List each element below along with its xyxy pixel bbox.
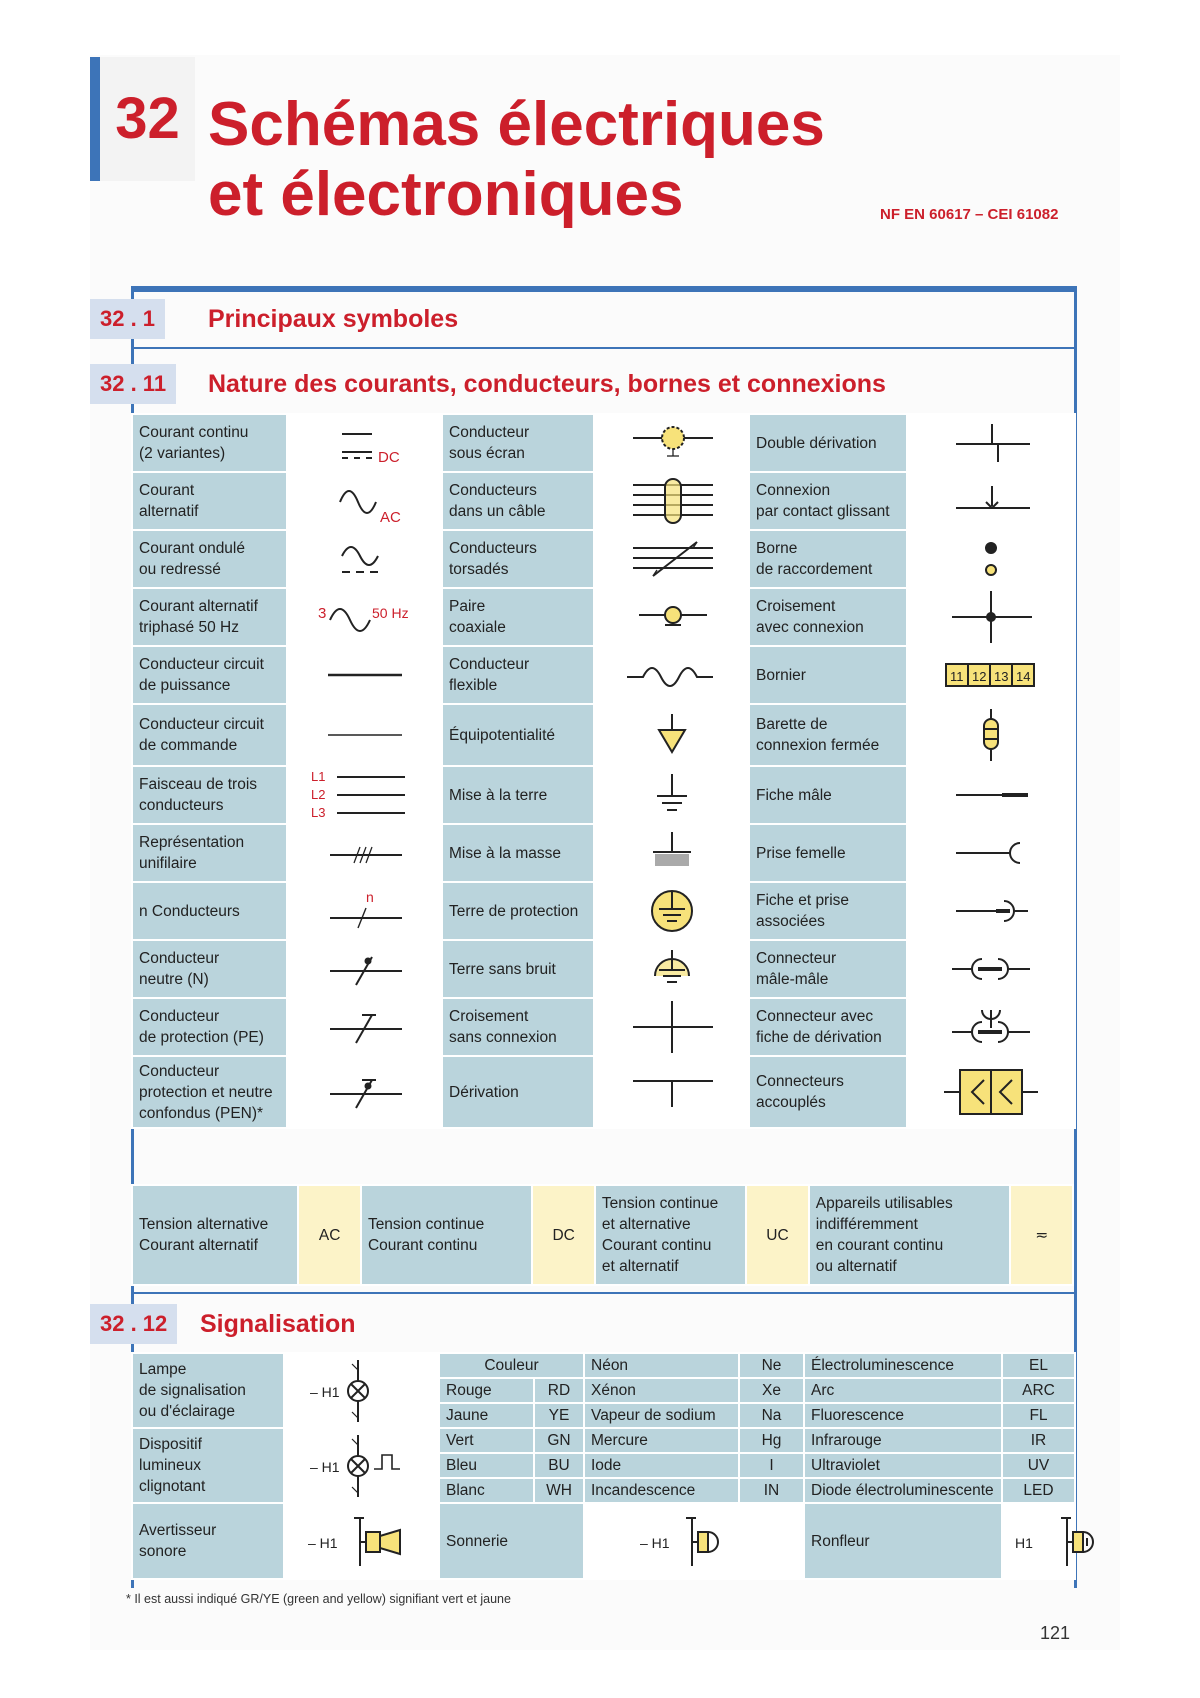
svg-text:14: 14 [1016, 669, 1031, 684]
earth-symbol [594, 766, 749, 824]
section-title: Signalisation [200, 1310, 356, 1338]
symbol-label: Conducteur de protection (PE) [132, 998, 287, 1056]
symbol-label: Courant alternatif [132, 472, 287, 530]
symbol-label: Conducteur neutre (N) [132, 940, 287, 998]
current-type-key: UC [746, 1185, 809, 1285]
section-number: 32 . 11 [90, 364, 176, 404]
sliding-contact-symbol [907, 472, 1075, 530]
terminal-strip-symbol [907, 646, 1075, 704]
coupled-symbol [907, 1056, 1075, 1128]
equipotential-symbol [594, 704, 749, 766]
lamp-type-name: Diode électroluminescente [804, 1478, 1002, 1503]
lamp-type-code: Xe [739, 1378, 804, 1403]
svg-text:12: 12 [972, 669, 987, 684]
lamp-type-code: IN [739, 1478, 804, 1503]
noiseless-earth-symbol [594, 940, 749, 998]
ac-symbol [287, 472, 442, 530]
plug-socket-symbol [907, 882, 1075, 940]
symbol-label: Fiche mâle [749, 766, 907, 824]
coaxial-symbol [594, 588, 749, 646]
lamp-type-code: Ne [739, 1353, 804, 1378]
branch-connector-symbol [907, 998, 1075, 1056]
symbol-label: Connecteur avec fiche de dérivation [749, 998, 907, 1056]
colour-code: RD [534, 1378, 584, 1403]
lamp-label: Lampe de signalisation ou d'éclairage [132, 1353, 284, 1428]
shielded-symbol [594, 414, 749, 472]
symbol-label: Croisement avec connexion [749, 588, 907, 646]
svg-text:13: 13 [994, 669, 1009, 684]
svg-text:L3: L3 [310, 805, 325, 820]
chapter-title-line1: Schémas électriques [208, 90, 825, 159]
lamp-type-name: Fluorescence [804, 1403, 1002, 1428]
svg-text:3: 3 [317, 605, 326, 622]
lamp-type-name: Vapeur de sodium [584, 1403, 739, 1428]
symbol-label: Dérivation [442, 1056, 594, 1128]
lamp-type-name: Mercure [584, 1428, 739, 1453]
lamp-type-name: Ultraviolet [804, 1453, 1002, 1478]
colour-code: BU [534, 1453, 584, 1478]
symbol-row [132, 1056, 1075, 1128]
section-number: 32 . 1 [90, 299, 165, 339]
symbol-label: Double dérivation [749, 414, 907, 472]
flasher-symbol [284, 1428, 439, 1503]
lamp-type-code: LED [1002, 1478, 1075, 1503]
signal-row [132, 1353, 1075, 1378]
section-32-11 [90, 364, 1050, 404]
symbol-label: Conducteurs torsadés [442, 530, 594, 588]
link-symbol [907, 704, 1075, 766]
symbol-label: Terre de protection [442, 882, 594, 940]
symbol-label: Conducteur protection et neutre confondus (PEN)* [132, 1056, 287, 1128]
crossing-connection-symbol [907, 588, 1075, 646]
lamp-type-name: Néon [584, 1353, 739, 1378]
current-type-label: Tension continue Courant continu [361, 1185, 532, 1285]
lamp-type-code: Hg [739, 1428, 804, 1453]
symbol-label: Courant alternatif triphasé 50 Hz [132, 588, 287, 646]
bell-label: Sonnerie [439, 1503, 584, 1579]
flexible-symbol [594, 646, 749, 704]
colour-code: YE [534, 1403, 584, 1428]
lamp-type-name: Xénon [584, 1378, 739, 1403]
symbol-label: Prise femelle [749, 824, 907, 882]
socket-symbol [907, 824, 1075, 882]
symbol-row [132, 646, 1075, 704]
svg-text:L1: L1 [310, 769, 325, 784]
neutral-symbol [287, 940, 442, 998]
symbol-label: Faisceau de trois conducteurs [132, 766, 287, 824]
section-32-1 [90, 299, 1050, 339]
current-types-table [131, 1184, 1074, 1286]
undulated-symbol [287, 530, 442, 588]
colour-name: Rouge [439, 1378, 534, 1403]
chapter-number: 32 [100, 57, 195, 181]
chassis-symbol [594, 824, 749, 882]
tee-symbol [594, 1056, 749, 1128]
norm-reference: NF EN 60617 – CEI 61082 [880, 206, 1059, 223]
symbol-row [132, 824, 1075, 882]
symbol-label: Conducteur flexible [442, 646, 594, 704]
section-32-12 [90, 1304, 1050, 1344]
flasher-label: Dispositif lumineux clignotant [132, 1428, 284, 1503]
svg-text:– H1: – H1 [640, 1535, 670, 1551]
section-title: Nature des courants, conducteurs, bornes et connexions [208, 370, 886, 398]
svg-text:50 Hz: 50 Hz [371, 605, 409, 621]
symbol-row [132, 882, 1075, 940]
power-line-symbol [287, 646, 442, 704]
colour-code: WH [534, 1478, 584, 1503]
lamp-type-name: Électroluminescence [804, 1353, 1002, 1378]
chapter-accent-bar [90, 57, 100, 181]
symbol-label: Mise à la masse [442, 824, 594, 882]
colour-name: Vert [439, 1428, 534, 1453]
symbol-row [132, 414, 1075, 472]
lamp-type-code: UV [1002, 1453, 1075, 1478]
bell-symbol [584, 1503, 804, 1579]
symbol-row [132, 588, 1075, 646]
section-number: 32 . 12 [90, 1304, 177, 1344]
svg-text:– H1: – H1 [309, 1383, 340, 1400]
symbol-label: Connecteurs accouplés [749, 1056, 907, 1128]
single-line-symbol [287, 824, 442, 882]
current-type-key: DC [532, 1185, 595, 1285]
lamp-symbol [284, 1353, 439, 1428]
section-divider [131, 347, 1074, 349]
lamp-type-name: Iode [584, 1453, 739, 1478]
lamp-type-name: Infrarouge [804, 1428, 1002, 1453]
plug-symbol [907, 766, 1075, 824]
symbol-row [132, 766, 1075, 824]
page-number: 121 [1040, 1623, 1071, 1643]
svg-text:H1: H1 [1015, 1535, 1033, 1551]
chapter-title-line2: et électroniques [208, 160, 684, 229]
svg-text:– H1: – H1 [307, 1535, 338, 1551]
lamp-type-name: Incandescence [584, 1478, 739, 1503]
pe-symbol [287, 998, 442, 1056]
current-type-key: AC [298, 1185, 361, 1285]
pen-symbol [287, 1056, 442, 1128]
twisted-symbol [594, 530, 749, 588]
symbol-label: Courant ondulé ou redressé [132, 530, 287, 588]
symbol-label: Bornier [749, 646, 907, 704]
symbol-label: Terre sans bruit [442, 940, 594, 998]
svg-text:– H1: – H1 [309, 1458, 340, 1475]
lamp-type-code: IR [1002, 1428, 1075, 1453]
symbol-row [132, 472, 1075, 530]
symbol-label: Connexion par contact glissant [749, 472, 907, 530]
svg-text:DC: DC [377, 449, 400, 466]
lamp-type-code: EL [1002, 1353, 1075, 1378]
symbol-label: Paire coaxiale [442, 588, 594, 646]
symbol-label: Fiche et prise associées [749, 882, 907, 940]
current-type-key: ≂ [1010, 1185, 1073, 1285]
buzzer-horn-label: Avertisseur sonore [132, 1503, 284, 1579]
colour-code: GN [534, 1428, 584, 1453]
hummer-label: Ronfleur [804, 1503, 1002, 1579]
section-divider [131, 1292, 1074, 1294]
three-phase-symbol [287, 588, 442, 646]
chapter-title [208, 90, 825, 230]
section-title: Principaux symboles [208, 305, 459, 333]
current-type-label: Tension continue et alternative Courant continu et alternatif [595, 1185, 746, 1285]
audible-row [132, 1503, 1075, 1579]
colour-name: Jaune [439, 1403, 534, 1428]
crossing-no-connection-symbol [594, 998, 749, 1056]
hummer-symbol [1002, 1503, 1075, 1579]
symbol-label: Conducteur circuit de puissance [132, 646, 287, 704]
symbol-row [132, 704, 1075, 766]
symbol-label: Représentation unifilaire [132, 824, 287, 882]
lamp-type-code: FL [1002, 1403, 1075, 1428]
current-type-label: Appareils utilisables indifféremment en courant continu ou alternatif [809, 1185, 1011, 1285]
male-male-symbol [907, 940, 1075, 998]
svg-text:AC: AC [379, 509, 401, 526]
lamp-type-code: ARC [1002, 1378, 1075, 1403]
svg-text:11: 11 [950, 669, 964, 684]
double-tee-symbol [907, 414, 1075, 472]
svg-text:n: n [365, 889, 374, 905]
colour-name: Blanc [439, 1478, 534, 1503]
footnote: * Il est aussi indiqué GR/YE (green and yellow) signifiant vert et jaune [126, 1592, 511, 1606]
lamp-type-code: Na [739, 1403, 804, 1428]
svg-text:L2: L2 [310, 787, 325, 802]
cable-symbol [594, 472, 749, 530]
symbol-label: Borne de raccordement [749, 530, 907, 588]
symbol-label: Mise à la terre [442, 766, 594, 824]
lamp-type-name: Arc [804, 1378, 1002, 1403]
symbol-label: Croisement sans connexion [442, 998, 594, 1056]
colour-header: Couleur [439, 1353, 584, 1378]
symbol-label: Courant continu (2 variantes) [132, 414, 287, 472]
colour-name: Bleu [439, 1453, 534, 1478]
symbol-row [132, 530, 1075, 588]
buzzer-horn-symbol [284, 1503, 439, 1579]
current-type-label: Tension alternative Courant alternatif [132, 1185, 298, 1285]
symbol-label: n Conducteurs [132, 882, 287, 940]
symbol-label: Conducteur sous écran [442, 414, 594, 472]
symbol-label: Barette de connexion fermée [749, 704, 907, 766]
symbol-row [132, 998, 1075, 1056]
dc-symbol [287, 414, 442, 472]
bundle-symbol [287, 766, 442, 824]
lamp-type-code: I [739, 1453, 804, 1478]
symbol-label: Équipotentialité [442, 704, 594, 766]
symbol-row [132, 940, 1075, 998]
symbol-label: Connecteur mâle-mâle [749, 940, 907, 998]
symbol-label: Conducteur circuit de commande [132, 704, 287, 766]
symbols-table [131, 413, 1076, 1129]
terminal-symbol [907, 530, 1075, 588]
signalisation-table [131, 1352, 1076, 1580]
n-conductors-symbol [287, 882, 442, 940]
control-line-symbol [287, 704, 442, 766]
symbol-label: Conducteurs dans un câble [442, 472, 594, 530]
protective-earth-symbol [594, 882, 749, 940]
signal-row [132, 1428, 1075, 1453]
